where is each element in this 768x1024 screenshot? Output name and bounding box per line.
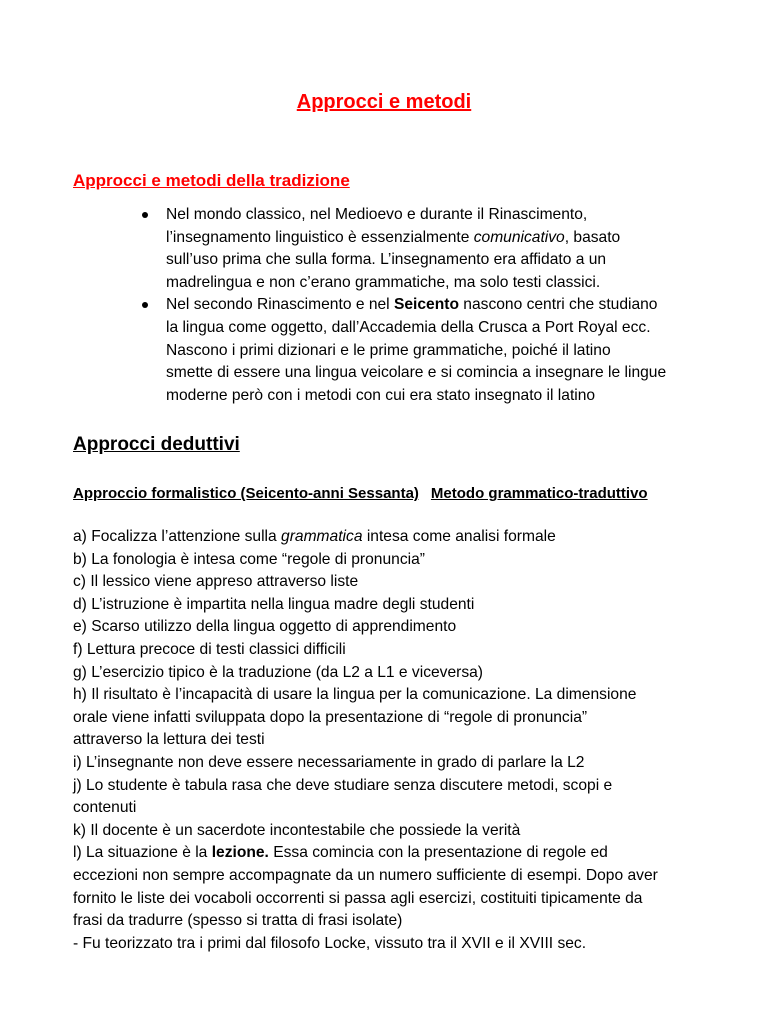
text-run: Essa comincia con la presentazione di regole ed: [268, 844, 608, 862]
list-line: [73, 752, 713, 775]
text-run: a) Focalizza l’attenzione sulla: [73, 528, 282, 545]
bullet-list: [141, 204, 711, 407]
text-run: attraverso la lettura dei testi: [73, 731, 265, 749]
text-run: i) L’insegnante non deve essere necessariamente in grado di parlare la L2: [73, 753, 585, 771]
list-line: [73, 933, 713, 956]
text-run: Nascono i primi dizionari e le prime grammatiche, poiché il latino: [166, 341, 611, 359]
text-run: e) Scarso utilizzo della lingua oggetto di apprendimento: [73, 618, 457, 636]
list-line: [73, 820, 713, 843]
text-run: j) Lo studente è tabula rasa che deve studiare senza discutere metodi, scopi e: [73, 776, 613, 794]
text-run: madrelingua e non c’erano grammatiche, ma solo testi classici.: [166, 273, 601, 291]
list-line: [73, 729, 713, 752]
list-line: [73, 549, 713, 572]
list-line: [73, 865, 713, 888]
text-run: h) Il risultato è l’incapacità di usare la lingua per la comunicazione. La dimensione: [73, 686, 637, 704]
text-run: l) La situazione è la: [73, 844, 212, 862]
text-run: lezione.: [211, 844, 269, 862]
text-run: orale viene infatti sviluppata dopo la presentazione di “regole di pronuncia”: [73, 708, 588, 726]
text-run: smette di essere una lingua veicolare e si comincia a insegnare le lingue: [166, 364, 667, 382]
list-line: [73, 775, 713, 798]
bullet-line: [166, 385, 711, 408]
bullet-line: [166, 317, 711, 340]
list-line: [73, 910, 713, 933]
list-line: [73, 684, 713, 707]
text-run: k) Il docente è un sacerdote incontestabile che possiede la verità: [73, 821, 521, 839]
bullet-line: [166, 227, 711, 250]
bullet-item: [141, 204, 711, 294]
list-line: [73, 797, 713, 820]
features-list: [73, 526, 713, 955]
list-line: [73, 662, 713, 685]
text-run: contenuti: [73, 799, 137, 817]
bullet-line: [166, 249, 711, 272]
bullet-line: [166, 294, 711, 317]
bullet-item: [141, 294, 711, 407]
text-run: frasi da tradurre (spesso si tratta di frasi isolate): [73, 912, 403, 930]
text-run: b) La fonologia è intesa come “regole di pronuncia”: [73, 550, 425, 568]
text-run: eccezioni non sempre accompagnate da un numero sufficiente di esempi. Dopo aver: [73, 866, 658, 884]
list-line: [73, 707, 713, 730]
text-run: l’insegnamento linguistico è essenzialmente: [166, 228, 474, 246]
text-run: Nel mondo classico, nel Medioevo e durante il Rinascimento,: [166, 206, 588, 223]
text-run: moderne però con i metodi con cui era stato insegnato il latino: [166, 386, 596, 404]
bullet-line: [166, 272, 711, 295]
list-line: [73, 594, 713, 617]
text-run: la lingua come oggetto, dall’Accademia della Crusca a Port Royal ecc.: [166, 318, 651, 336]
text-run: c) Il lessico viene appreso attraverso liste: [73, 573, 359, 591]
list-line: [73, 639, 713, 662]
text-run: Seicento: [393, 296, 459, 314]
list-line: [73, 526, 713, 549]
text-run: sull’uso prima che sulla forma. L’insegnamento era affidato a un: [166, 251, 607, 269]
list-line: [73, 842, 713, 865]
list-line: [73, 571, 713, 594]
text-run: Nel secondo Rinascimento e nel: [166, 296, 394, 314]
text-run: nascono centri che studiano: [458, 296, 658, 314]
page-title: Approcci e metodi: [296, 91, 472, 113]
text-run: fornito le liste dei vocaboli occorrenti si passa agli esercizi, costituiti tipicamente da: [73, 889, 643, 907]
bullet-dot-icon: [142, 302, 148, 308]
bullet-line: [166, 340, 711, 363]
text-run: comunicativo: [473, 228, 565, 246]
subheading-row: [73, 483, 648, 504]
text-run: intesa come analisi formale: [362, 528, 556, 545]
text-run: g) L’esercizio tipico è la traduzione (da L2 a L1 e viceversa): [73, 663, 483, 681]
text-run: f) Lettura precoce di testi classici difficili: [73, 640, 346, 658]
list-line: [73, 888, 713, 911]
list-line: [73, 616, 713, 639]
subheading-metodo: Metodo grammatico-traduttivo: [430, 485, 648, 502]
text-run: grammatica: [281, 528, 363, 545]
subheading-approccio: Approccio formalistico (Seicento-anni Sessanta): [73, 485, 419, 502]
section-heading-deduttivi: Approcci deduttivi: [73, 434, 240, 455]
text-run: d) L’istruzione è impartita nella lingua madre degli studenti: [73, 595, 475, 613]
bullet-line: [166, 204, 711, 227]
text-run: , basato: [564, 228, 621, 246]
section-heading-tradizione: Approcci e metodi della tradizione: [73, 171, 350, 190]
text-run: - Fu teorizzato tra i primi dal filosofo Locke, vissuto tra il XVII e il XVIII sec.: [73, 934, 587, 952]
bullet-dot-icon: [142, 212, 148, 218]
bullet-line: [166, 362, 711, 385]
